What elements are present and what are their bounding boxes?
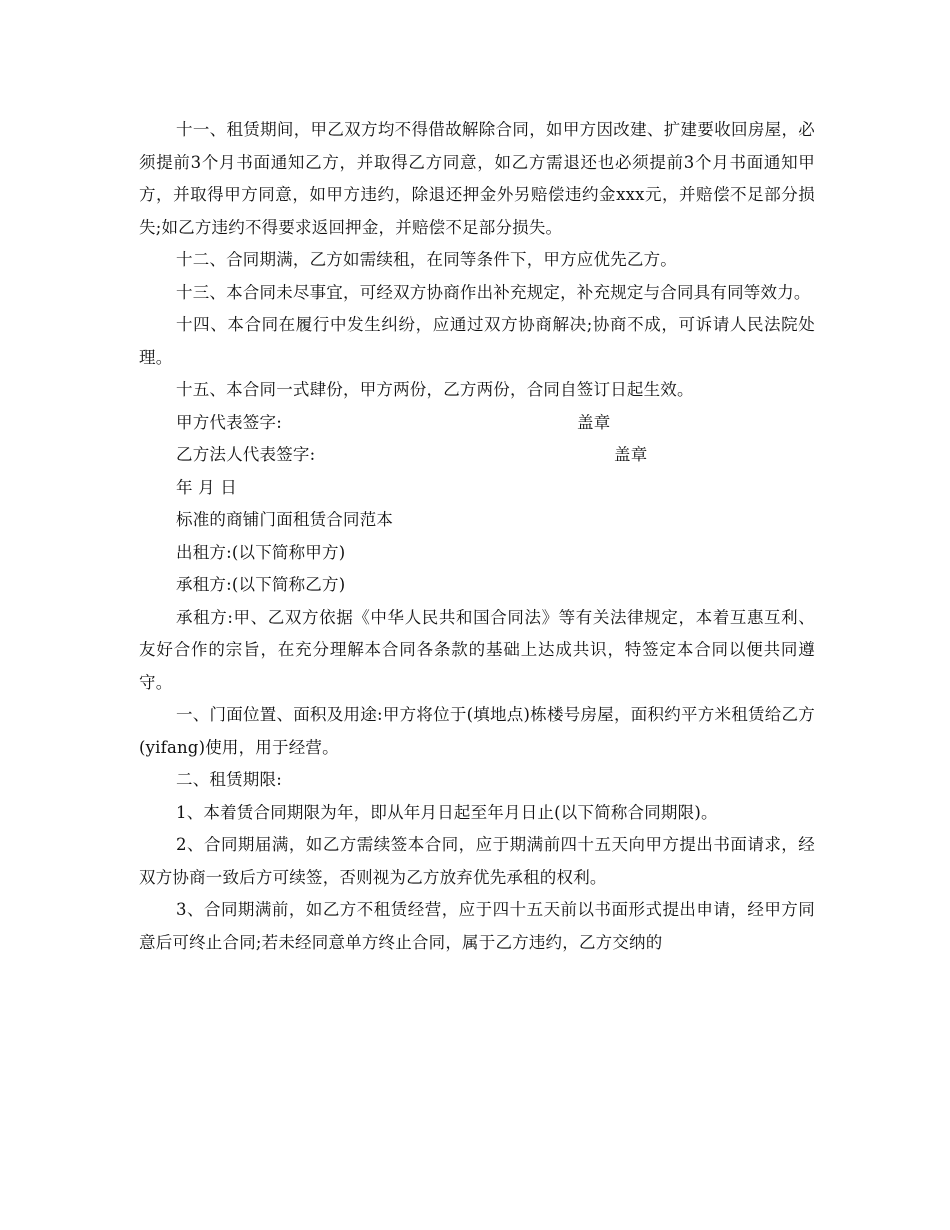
clause-2-heading: 二、租赁期限: <box>176 770 282 789</box>
preamble-paragraph: 承租方:甲、乙双方依据《中华人民共和国合同法》等有关法律规定，本着互惠互利、友好合作的宗旨，在充分理解本合同各条款的基础上达成共识，特签定本合同以便共同遵守。 <box>139 607 815 692</box>
document-body <box>139 114 815 959</box>
signature-line-party-a <box>139 407 815 440</box>
clause-15: 十五、本合同一式肆份，甲方两份，乙方两份，合同自签订日起生效。 <box>176 380 694 399</box>
contract-title: 标准的商铺门面租赁合同范本 <box>176 510 394 529</box>
clause-14: 十四、本合同在履行中发生纠纷，应通过双方协商解决;协商不成，可诉请人民法院处理。 <box>139 315 815 367</box>
lessor-line: 出租方:(以下简称甲方) <box>176 542 346 562</box>
seal-label-party-b: 盖章 <box>614 445 648 464</box>
seal-label-party-a: 盖章 <box>577 412 611 432</box>
clause-11: 十一、租赁期间，甲乙双方均不得借故解除合同，如甲方因改建、扩建要收回房屋，必须提前3个月书面通知乙方，并取得乙方同意，如乙方需退还也必须提前3个月书面通知甲方，并取得甲方同意，如甲方违约，除退还押金外另赔偿违约金xxx元，并赔偿不足部分损失;如乙方违约不得要求返回押金，并赔偿不足部分损失。 <box>139 120 815 237</box>
clause-2-item-2: 2、合同期届满，如乙方需续签本合同，应于期满前四十五天向甲方提出书面请求，经双方协商一致后方可续签，否则视为乙方放弃优先承租的权利。 <box>139 835 815 887</box>
clause-2-item-3: 3、合同期满前，如乙方不租赁经营，应于四十五天前以书面形式提出申请，经甲方同意后可终止合同;若未经同意单方终止合同，属于乙方违约，乙方交纳的 <box>139 900 815 952</box>
date-line: 年 月 日 <box>176 477 237 497</box>
lessee-line: 承租方:(以下简称乙方) <box>176 575 346 594</box>
clause-1-location: 一、门面位置、面积及用途:甲方将位于(填地点)栋楼号房屋，面积约平方米租赁给乙方(yifang)使用，用于经营。 <box>139 705 815 757</box>
signature-label-party-b: 乙方法人代表签字: <box>176 445 316 464</box>
clause-2-item-1: 1、本着赁合同期限为年，即从年月日起至年月日止(以下简称合同期限)。 <box>176 802 718 822</box>
signature-label-party-a: 甲方代表签字: <box>176 412 282 432</box>
clause-13: 十三、本合同未尽事宜，可经双方协商作出补充规定，补充规定与合同具有同等效力。 <box>176 282 811 302</box>
signature-line-party-b <box>139 439 815 472</box>
clause-12: 十二、合同期满，乙方如需续租，在同等条件下，甲方应优先乙方。 <box>176 250 677 269</box>
